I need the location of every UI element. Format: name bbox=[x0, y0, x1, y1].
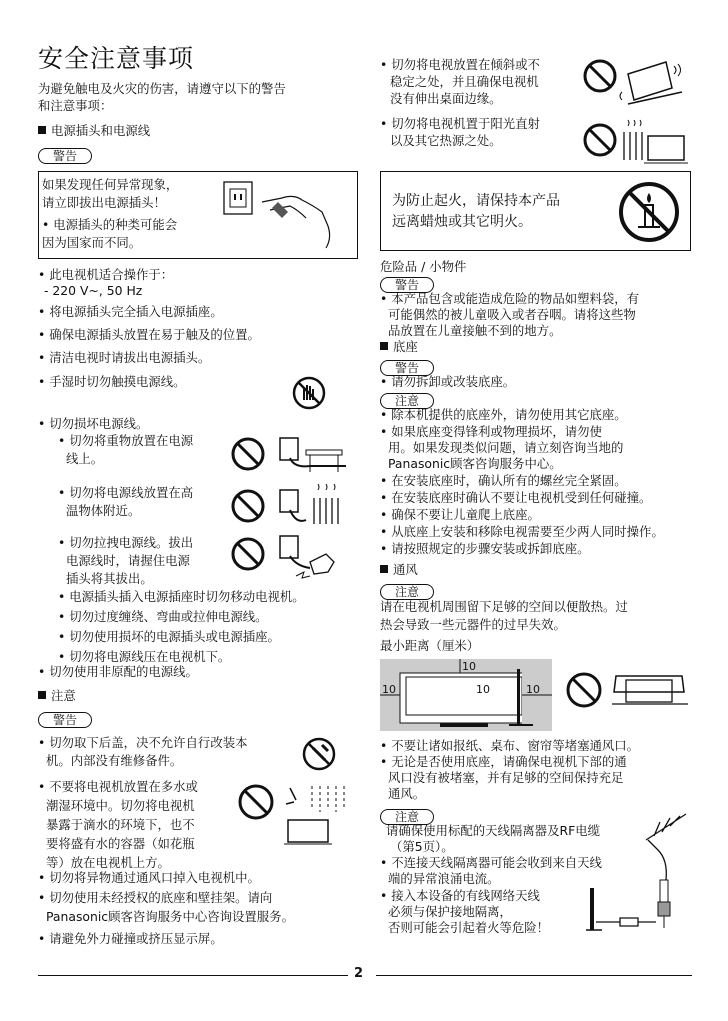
power-item: • 清洁电视时请拔出电源插头。 bbox=[38, 350, 211, 365]
heat-source-prohibited-icon bbox=[582, 118, 692, 168]
warning-box-line: 请立即拔出电源插头！ bbox=[42, 195, 166, 210]
stand-caution-item: • 在安装底座时确认不要让电视机受到任何碰撞。 bbox=[380, 490, 652, 505]
danger-item: 可能偶然的被儿童吸入或者吞咽。请将这些物 bbox=[388, 307, 636, 322]
antenna-item: • 接入本设备的有线网络天线 bbox=[380, 888, 540, 903]
warning-label: 警告 bbox=[380, 360, 434, 376]
ventilation-text: 热会导致一些元器件的过早失效。 bbox=[380, 617, 566, 632]
caution-label: 注意 bbox=[380, 393, 434, 409]
sun-item: • 切勿将电视机置于阳光直射 bbox=[380, 116, 540, 131]
cord-sub-item: 插头将其拔出。 bbox=[66, 571, 153, 586]
antenna-item: （第5页）。 bbox=[390, 839, 454, 854]
damage-cord-line: • 切勿损坏电源线。 bbox=[38, 416, 149, 431]
stand-caution-item: • 在安装底座时，确认所有的螺丝完全紧固。 bbox=[380, 473, 627, 488]
distance-left: 10 bbox=[382, 683, 396, 696]
power-item: • 确保电源插头放置在易于触及的位置。 bbox=[38, 327, 260, 342]
danger-item: • 本产品包含或能造成危险的物品如塑料袋，有 bbox=[380, 291, 640, 306]
fire-warning-line: 为防止起火，请保持本产品 bbox=[392, 193, 560, 209]
spec-line: • 此电视机适合操作于： bbox=[38, 267, 174, 282]
antenna-item: 必须与保护接地隔离， bbox=[388, 904, 512, 919]
ventilation-item: 通风。 bbox=[388, 786, 426, 801]
warning-box-line: • 电源插头的种类可能会 bbox=[42, 217, 178, 232]
antenna-isolator-icon bbox=[586, 810, 692, 940]
caution-item: • 切勿将异物通过通风口掉入电视机中。 bbox=[38, 870, 260, 885]
stand-caution-item: • 如果底座变得锋利或物理损坏，请勿使 bbox=[380, 424, 602, 439]
min-distance-label: 最小距离（厘米） bbox=[380, 638, 480, 653]
section-caution-heading: 注意 bbox=[38, 688, 76, 705]
antenna-item: 请确保使用标配的天线隔离器及RF电缆 bbox=[386, 823, 600, 838]
blocked-vent-prohibited-icon bbox=[564, 668, 692, 714]
no-disassembly-icon bbox=[302, 737, 336, 771]
ventilation-text: 请在电视机周围留下足够的空间以便散热。过 bbox=[380, 599, 628, 614]
no-candle-icon bbox=[618, 181, 680, 243]
intro-line-1: 为避免触电及火灾的伤害，请遵守以下的警告 bbox=[38, 81, 286, 96]
ventilation-item: • 不要让诸如报纸、桌布、窗帘等堵塞通风口。 bbox=[380, 738, 640, 753]
cord-sub-item: • 切勿将电源线压在电视机下。 bbox=[58, 649, 231, 664]
ventilation-item: • 无论是否使用底座，请确保电视机下部的通 bbox=[380, 754, 627, 769]
stand-caution-item: • 从底座上安装和移除电视需要至少两人同时操作。 bbox=[380, 524, 664, 539]
caution-item: • 不要将电视机放置在多水或 bbox=[38, 779, 198, 794]
warning-box-line: 因为国家而不同。 bbox=[42, 235, 142, 250]
caution-item: • 切勿使用未经授权的底座和壁挂架。请向 bbox=[38, 890, 273, 905]
caution-item: 暴露于滴水的环境下，也不 bbox=[46, 817, 195, 832]
heavy-object-on-cord-prohibited-icon bbox=[230, 432, 350, 476]
cord-sub-item: • 切勿将电源线放置在高 bbox=[58, 485, 194, 500]
power-item: • 将电源插头完全插入电源插座。 bbox=[38, 304, 223, 319]
wet-hand-prohibited-icon bbox=[292, 376, 326, 410]
power-item: • 手湿时切勿触摸电源线。 bbox=[38, 374, 186, 389]
ventilation-item: 风口没有被堵塞，并有足够的空间保持充足 bbox=[388, 770, 624, 785]
stand-heading: 底座 bbox=[380, 339, 418, 356]
footer-rule-left bbox=[38, 975, 348, 976]
distance-right: 10 bbox=[476, 683, 490, 696]
water-prohibited-icon bbox=[236, 778, 352, 848]
distance-back: 10 bbox=[526, 683, 540, 696]
danger-item: 品放置在儿童接触不到的地方。 bbox=[388, 323, 562, 338]
caution-item: 机。内部没有维修备件。 bbox=[46, 753, 183, 768]
stand-caution-item: • 请按照规定的步骤安装或拆卸底座。 bbox=[380, 541, 590, 556]
caution-item: Panasonic顾客咨询服务中心咨询设置服务。 bbox=[46, 909, 294, 924]
cord-sub-item: • 切勿过度缠绕、弯曲或拉伸电源线。 bbox=[58, 609, 268, 624]
page-number: 2 bbox=[354, 966, 364, 981]
tilt-item: • 切勿将电视放置在倾斜或不 bbox=[380, 57, 540, 72]
stand-caution-item: • 除本机提供的底座外，请勿使用其它底座。 bbox=[380, 407, 627, 422]
caution-label: 注意 bbox=[380, 809, 434, 825]
caution-item: 等）放在电视机上方。 bbox=[46, 855, 170, 870]
stand-caution-item: Panasonic顾客咨询服务中心。 bbox=[388, 456, 562, 471]
cord-near-heat-prohibited-icon bbox=[230, 484, 350, 528]
cord-sub-item: • 切勿将重物放置在电源 bbox=[58, 433, 194, 448]
fire-warning-line: 远离蜡烛或其它明火。 bbox=[392, 214, 532, 230]
stand-caution-item: 用。如果发现类似问题，请立刻咨询当地的 bbox=[388, 440, 624, 455]
warning-label: 警告 bbox=[380, 277, 434, 293]
distance-top: 10 bbox=[462, 660, 476, 673]
stand-caution-item: • 确保不要让儿童爬上底座。 bbox=[380, 507, 540, 522]
cord-sub-item: • 电源插头插入电源插座时切勿移动电视机。 bbox=[58, 589, 305, 604]
pull-cord-prohibited-icon bbox=[230, 532, 350, 582]
warning-box-line: 如果发现任何异常现象， bbox=[42, 177, 179, 192]
spec-voltage: - 220 V~, 50 Hz bbox=[44, 283, 143, 298]
danger-heading: 危险品 / 小物件 bbox=[380, 259, 467, 274]
sun-item: 以及其它热源之处。 bbox=[390, 133, 502, 148]
caution-item: • 请避免外力碰撞或挤压显示屏。 bbox=[38, 931, 223, 946]
stand-warning-item: • 请勿拆卸或改装底座。 bbox=[380, 374, 516, 389]
tilt-prohibited-icon bbox=[582, 56, 692, 110]
antenna-item: 否则可能会引起着火等危险！ bbox=[388, 920, 550, 935]
warning-label: 警告 bbox=[38, 148, 92, 164]
intro-line-2: 和注意事项： bbox=[38, 98, 113, 113]
antenna-item: 端的异常浪涌电流。 bbox=[388, 871, 500, 886]
caution-item: 要将盛有水的容器（如花瓶 bbox=[46, 836, 195, 851]
ventilation-heading: 通风 bbox=[380, 562, 418, 579]
caution-label: 注意 bbox=[380, 584, 434, 600]
plug-socket-icon bbox=[222, 176, 354, 256]
tilt-item: 稳定之处，并且确保电视机 bbox=[390, 74, 539, 89]
warning-label: 警告 bbox=[38, 712, 92, 728]
cord-sub-item: 温物体附近。 bbox=[66, 503, 141, 518]
cord-sub-item: 线上。 bbox=[66, 451, 104, 466]
cord-sub-item: • 切勿拉拽电源线。拔出 bbox=[58, 535, 194, 550]
footer-rule-right bbox=[376, 975, 692, 976]
cord-sub-item: 电源线时，请握住电源 bbox=[66, 553, 190, 568]
caution-item: • 切勿取下后盖，决不允许自行改装本 bbox=[38, 735, 248, 750]
page-title: 安全注意事项 bbox=[38, 44, 195, 73]
antenna-item: • 不连接天线隔离器可能会收到来自天线 bbox=[380, 855, 602, 870]
section-power-heading: 电源插头和电源线 bbox=[38, 123, 150, 140]
power-item: • 切勿使用非原配的电源线。 bbox=[38, 664, 198, 679]
cord-sub-item: • 切勿使用损坏的电源插头或电源插座。 bbox=[58, 629, 280, 644]
caution-item: 潮湿环境中。切勿将电视机 bbox=[46, 798, 195, 813]
tilt-item: 没有伸出桌面边缘。 bbox=[390, 91, 502, 106]
